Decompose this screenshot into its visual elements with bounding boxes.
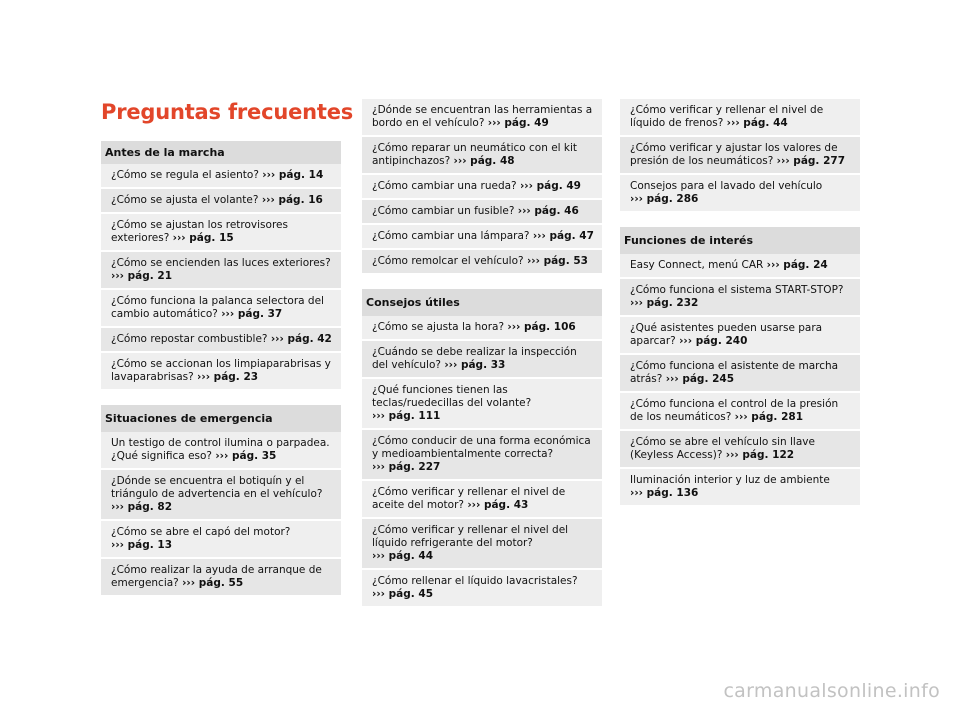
page-reference-prefix: ››› pág. (215, 450, 262, 462)
faq-item[interactable] (620, 317, 860, 355)
page-number: 49 (566, 180, 581, 192)
faq-item[interactable] (620, 254, 860, 279)
page-reference-link[interactable] (727, 117, 788, 129)
page-reference-prefix: ››› pág. (630, 487, 677, 499)
faq-item[interactable] (101, 353, 341, 391)
page-reference-prefix: ››› pág. (532, 230, 580, 242)
page-reference-prefix: ››› pág. (444, 359, 491, 371)
page-reference-link[interactable] (767, 259, 828, 271)
faq-item[interactable] (101, 559, 341, 597)
faq-question: ¿Dónde se encuentran las herramientas a bordo en el vehículo? (372, 104, 593, 129)
faq-item[interactable] (101, 521, 341, 559)
page-reference-prefix: ››› pág. (372, 461, 419, 473)
page-reference-link[interactable] (679, 335, 747, 347)
page-reference-prefix: ››› pág. (526, 255, 574, 267)
faq-question: ¿Cómo remolcar el vehículo? (372, 255, 527, 267)
faq-item[interactable] (362, 341, 602, 379)
page-reference-link[interactable] (372, 461, 440, 473)
page-reference-prefix: ››› pág. (262, 169, 309, 181)
page-reference-link[interactable] (518, 205, 579, 217)
page-reference-link[interactable] (527, 255, 588, 267)
page-number: 47 (579, 230, 594, 242)
page-number: 44 (773, 117, 788, 129)
page-number: 24 (813, 259, 828, 271)
page-reference-prefix: ››› pág. (261, 194, 309, 206)
faq-question: Iluminación interior y luz de ambiente (630, 474, 830, 486)
faq-item[interactable] (620, 431, 860, 469)
page-number: 46 (564, 205, 579, 217)
page-reference-link[interactable] (111, 270, 172, 282)
page-number: 227 (418, 461, 441, 473)
faq-item[interactable] (362, 519, 602, 570)
page-reference-link[interactable] (197, 371, 258, 383)
faq-question: Un testigo de control ilumina o parpadea. ¿Qué significa eso? (111, 437, 330, 462)
faq-question: ¿Cómo realizar la ayuda de arranque de emergencia? (111, 564, 322, 589)
section-spacer (620, 213, 860, 227)
page-reference-prefix: ››› pág. (519, 180, 567, 192)
page-reference-prefix: ››› pág. (665, 373, 713, 385)
page-number: 277 (823, 155, 845, 167)
faq-item[interactable] (620, 99, 860, 137)
faq-question: ¿Cómo rellenar el líquido lavacristales? (372, 575, 578, 587)
faq-question: ¿Qué funciones tienen las teclas/ruedecillas del volante? (372, 384, 532, 409)
page-number: 48 (499, 155, 515, 167)
page-reference-prefix: ››› pág. (487, 117, 535, 129)
page-reference-prefix: ››› pág. (766, 259, 814, 271)
faq-question: ¿Cómo verificar y rellenar el nivel de aceite del motor? (372, 486, 566, 511)
page-reference-prefix: ››› pág. (172, 232, 220, 244)
page-reference-prefix: ››› pág. (734, 411, 782, 423)
page-reference-link[interactable] (777, 155, 845, 167)
faq-item[interactable] (101, 252, 341, 290)
page-reference-link[interactable] (507, 321, 575, 333)
faq-column-2 (362, 99, 602, 608)
faq-question: ¿Dónde se encuentra el botiquín y el triángulo de advertencia en el vehículo? (111, 475, 323, 500)
page-reference-prefix: ››› pág. (630, 297, 677, 309)
page-reference-prefix: ››› pág. (372, 410, 419, 422)
page-reference-link[interactable] (262, 194, 323, 206)
faq-question: ¿Cómo cambiar una lámpara? (372, 230, 533, 242)
faq-item[interactable] (362, 481, 602, 519)
page-reference-link[interactable] (520, 180, 581, 192)
page-reference-link[interactable] (630, 487, 698, 499)
faq-item[interactable] (620, 279, 860, 317)
faq-question: ¿Cómo se ajusta el volante? (111, 194, 262, 206)
faq-item[interactable] (362, 250, 602, 275)
page-reference-link[interactable] (630, 193, 698, 205)
page-number: 15 (219, 232, 234, 244)
faq-question: ¿Cómo cambiar una rueda? (372, 180, 520, 192)
page-reference-link[interactable] (182, 577, 243, 589)
page-number: 43 (513, 499, 529, 511)
page-reference-prefix: ››› pág. (197, 371, 244, 383)
page-number: 35 (261, 450, 277, 462)
faq-item[interactable] (101, 290, 341, 328)
faq-question: ¿Cómo verificar y rellenar el nivel del líquido refrigerante del motor? (372, 524, 569, 549)
faq-column-1 (101, 141, 341, 597)
page-number: 111 (418, 410, 441, 422)
page-number: 37 (267, 308, 283, 320)
page-number: 44 (418, 550, 434, 562)
page-reference-prefix: ››› pág. (776, 155, 824, 167)
faq-question: ¿Cómo se abre el vehículo sin llave (Keyless Access)? (630, 436, 815, 461)
faq-item[interactable] (620, 393, 860, 431)
page-reference-link[interactable] (215, 450, 276, 462)
page-reference-prefix: ››› pág. (467, 499, 514, 511)
page-reference-prefix: ››› pág. (517, 205, 565, 217)
faq-question: Consejos para el lavado del vehículo (630, 180, 823, 192)
page-reference-prefix: ››› pág. (111, 539, 158, 551)
faq-item[interactable] (101, 328, 341, 353)
page-reference-prefix: ››› pág. (725, 449, 773, 461)
faq-question: ¿Cómo verificar y rellenar el nivel de líquido de frenos? (630, 104, 824, 129)
page-number: 136 (676, 487, 699, 499)
page-number: 286 (676, 193, 699, 205)
faq-column-3 (620, 99, 860, 507)
faq-item[interactable] (620, 355, 860, 393)
page-reference-prefix: ››› pág. (726, 117, 774, 129)
page-reference-link[interactable] (488, 117, 549, 129)
page-number: 23 (243, 371, 259, 383)
faq-question: ¿Cómo se ajusta la hora? (372, 321, 508, 333)
faq-question: ¿Cómo funciona el sistema START-STOP? (630, 284, 844, 296)
page-reference-prefix: ››› pág. (111, 270, 158, 282)
page-number: 13 (157, 539, 173, 551)
page-reference-prefix: ››› pág. (679, 335, 726, 347)
faq-item[interactable] (362, 379, 602, 430)
page-reference-prefix: ››› pág. (182, 577, 229, 589)
faq-question: ¿Cómo funciona la palanca selectora del cambio automático? (111, 295, 324, 320)
faq-item[interactable] (101, 432, 341, 470)
page-reference-link[interactable] (444, 359, 505, 371)
faq-question: ¿Cómo se encienden las luces exteriores? (111, 257, 331, 269)
page-title: Preguntas frecuentes (101, 100, 354, 124)
page-reference-link[interactable] (111, 501, 172, 513)
page-number: 240 (725, 335, 748, 347)
faq-question: ¿Cómo funciona el control de la presión de los neumáticos? (630, 398, 839, 423)
page-reference-prefix: ››› pág. (453, 155, 500, 167)
faq-item[interactable] (620, 469, 860, 507)
page-reference-link[interactable] (262, 169, 323, 181)
faq-item[interactable] (620, 137, 860, 175)
faq-question: ¿Cómo cambiar un fusible? (372, 205, 518, 217)
section-header: Situaciones de emergencia (101, 405, 341, 432)
page-number: 49 (534, 117, 549, 129)
faq-item[interactable] (362, 430, 602, 481)
page-reference-prefix: ››› pág. (372, 588, 419, 600)
page-reference-prefix: ››› pág. (111, 501, 158, 513)
faq-question: ¿Cómo se ajustan los retrovisores exteriores? (111, 219, 288, 244)
page-reference-prefix: ››› pág. (507, 321, 554, 333)
page-number: 33 (490, 359, 506, 371)
faq-question: ¿Cómo reparar un neumático con el kit antipinchazos? (372, 142, 578, 167)
page-reference-prefix: ››› pág. (630, 193, 677, 205)
page-number: 232 (676, 297, 699, 309)
faq-question: ¿Cómo funciona el asistente de marcha atrás? (630, 360, 839, 385)
faq-question: ¿Qué asistentes pueden usarse para aparcar? (630, 322, 823, 347)
page-number: 53 (573, 255, 588, 267)
watermark: carmanualsonline.info (723, 680, 940, 702)
section-header: Funciones de interés (620, 227, 860, 254)
faq-item[interactable] (101, 164, 341, 189)
faq-item[interactable] (101, 189, 341, 214)
page-reference-link[interactable] (533, 230, 594, 242)
faq-item[interactable] (101, 214, 341, 252)
page-number: 21 (157, 270, 173, 282)
faq-item[interactable] (362, 225, 602, 250)
faq-question: ¿Cómo conducir de una forma económica y medioambientalmente correcta? (372, 435, 591, 460)
page-reference-link[interactable] (735, 411, 803, 423)
page-number: 55 (228, 577, 244, 589)
page-number: 245 (712, 373, 735, 385)
faq-item[interactable] (362, 137, 602, 175)
faq-question: Easy Connect, menú CAR (630, 259, 767, 271)
page-reference-prefix: ››› pág. (372, 550, 419, 562)
faq-question: ¿Cuándo se debe realizar la inspección del vehículo? (372, 346, 577, 371)
page-reference-prefix: ››› pág. (221, 308, 268, 320)
faq-item[interactable] (362, 200, 602, 225)
page-number: 82 (157, 501, 173, 513)
page-number: 281 (781, 411, 803, 423)
page-reference-link[interactable] (372, 550, 433, 562)
faq-question: ¿Cómo repostar combustible? (111, 333, 271, 345)
page-reference-link[interactable] (467, 499, 528, 511)
page-reference-link[interactable] (372, 588, 433, 600)
faq-item[interactable] (362, 316, 602, 341)
section-spacer (362, 275, 602, 289)
faq-question: ¿Cómo se abre el capó del motor? (111, 526, 291, 538)
section-header: Antes de la marcha (101, 141, 341, 164)
page-number: 42 (317, 333, 332, 345)
page-number: 14 (308, 169, 324, 181)
page-reference-link[interactable] (271, 333, 332, 345)
page-reference-link[interactable] (111, 539, 172, 551)
section-header: Consejos útiles (362, 289, 602, 316)
page-reference-link[interactable] (666, 373, 734, 385)
page-reference-link[interactable] (221, 308, 282, 320)
page-reference-link[interactable] (630, 297, 698, 309)
page-number: 45 (418, 588, 434, 600)
page-reference-prefix: ››› pág. (270, 333, 318, 345)
page-reference-link[interactable] (726, 449, 794, 461)
faq-item[interactable] (362, 99, 602, 137)
faq-item[interactable] (362, 570, 602, 608)
faq-item[interactable] (362, 175, 602, 200)
faq-question: ¿Cómo verificar y ajustar los valores de presión de los neumáticos? (630, 142, 838, 167)
faq-question: ¿Cómo se accionan los limpiaparabrisas y lavaparabrisas? (111, 358, 331, 383)
faq-item[interactable] (620, 175, 860, 213)
page-number: 122 (772, 449, 795, 461)
page-reference-link[interactable] (173, 232, 234, 244)
page-number: 16 (308, 194, 323, 206)
faq-item[interactable] (101, 470, 341, 521)
page-reference-link[interactable] (372, 410, 440, 422)
section-spacer (101, 391, 341, 405)
faq-question: ¿Cómo se regula el asiento? (111, 169, 263, 181)
page-reference-link[interactable] (454, 155, 515, 167)
page-number: 106 (553, 321, 576, 333)
